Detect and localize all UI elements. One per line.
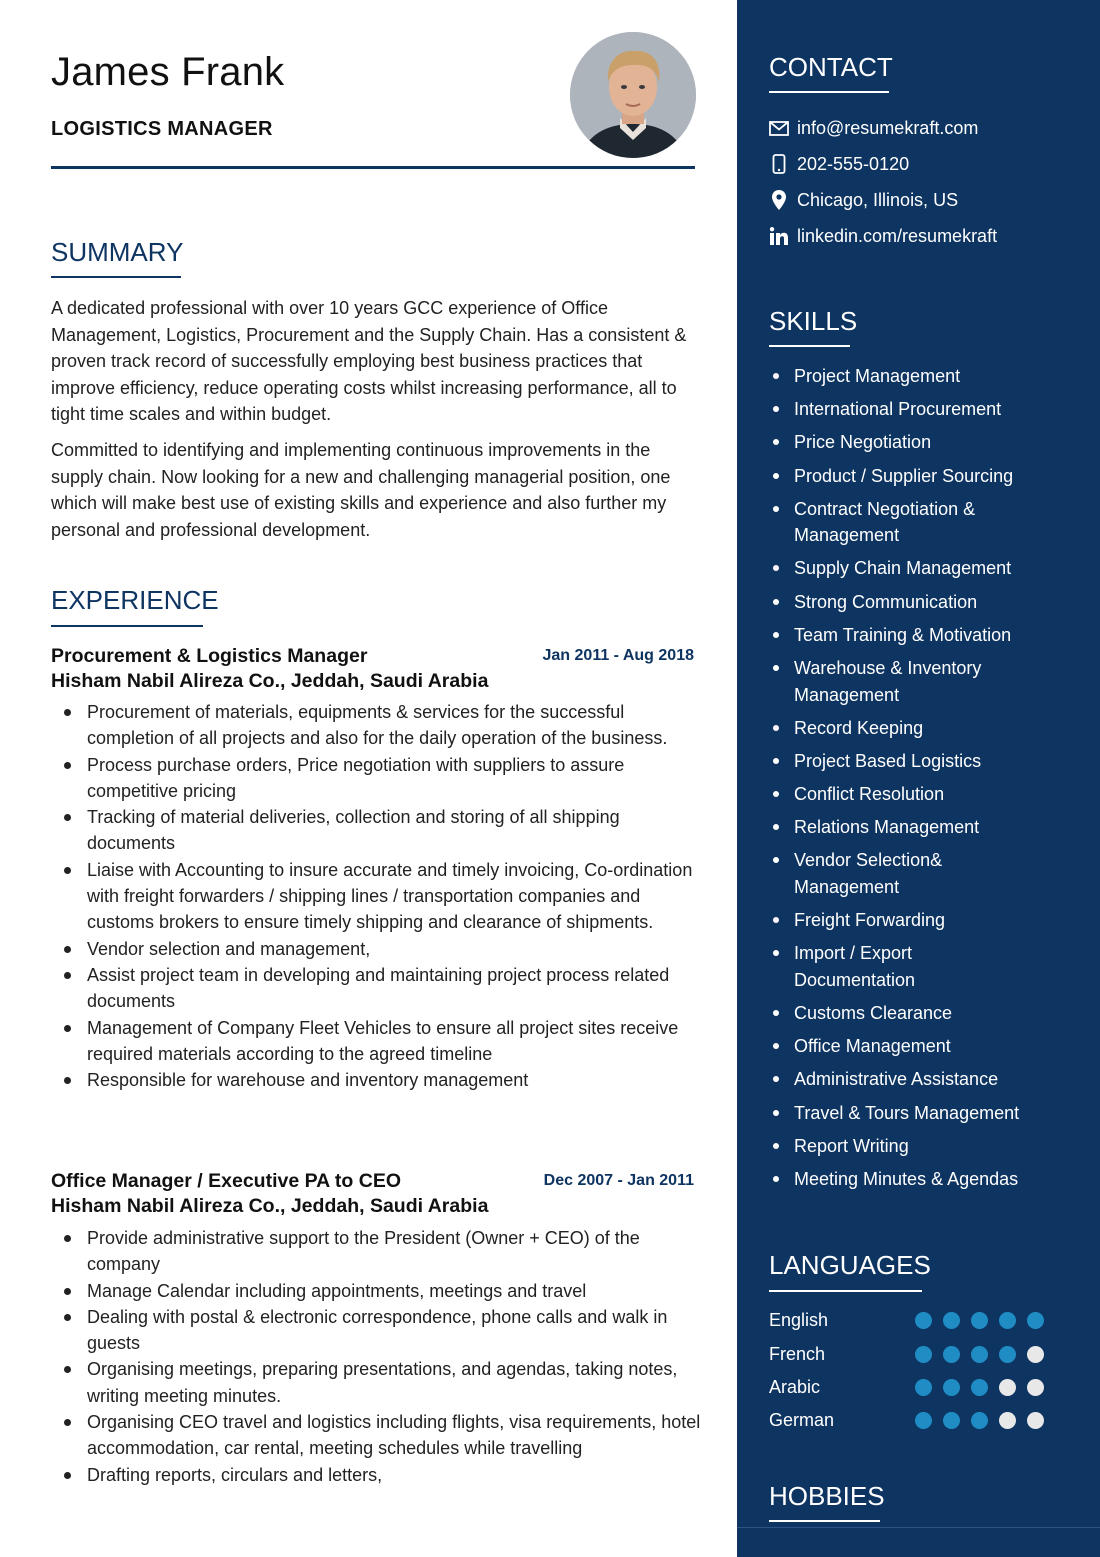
skill-item: Administrative Assistance bbox=[769, 1066, 1089, 1093]
skill-item: Relations Management bbox=[769, 814, 1089, 841]
job-bullets bbox=[51, 699, 701, 1093]
level-dot-empty bbox=[999, 1379, 1016, 1396]
skill-item: Report Writing bbox=[769, 1133, 1089, 1160]
skill-item: Freight Forwarding bbox=[769, 907, 1089, 934]
language-row bbox=[769, 1341, 1069, 1367]
sidebar-divider bbox=[737, 1527, 1100, 1528]
skill-item: Vendor Selection& Management bbox=[769, 847, 974, 900]
experience-underline bbox=[51, 625, 203, 627]
list-item: Responsible for warehouse and inventory management bbox=[51, 1067, 701, 1093]
summary-paragraph-2: Committed to identifying and implementing continuous improvements in the supply chain. Now looking for a new and challenging managerial position, one which will make best use of existing skills and experience and also further my personal and professional development. bbox=[51, 440, 671, 540]
level-dot-filled bbox=[971, 1346, 988, 1363]
sidebar bbox=[737, 0, 1100, 1557]
skill-item: Customs Clearance bbox=[769, 1000, 1089, 1027]
level-dot-empty bbox=[1027, 1412, 1044, 1429]
skill-item: Project Management bbox=[769, 363, 1089, 390]
language-row bbox=[769, 1374, 1069, 1400]
level-dot-empty bbox=[1027, 1346, 1044, 1363]
skill-item: Meeting Minutes & Agendas bbox=[769, 1166, 1089, 1193]
skill-item: Team Training & Motivation bbox=[769, 622, 1089, 649]
location-pin-icon bbox=[769, 189, 789, 211]
language-level bbox=[915, 1412, 1055, 1429]
contact-linkedin bbox=[769, 225, 997, 247]
level-dot-filled bbox=[915, 1312, 932, 1329]
envelope-icon bbox=[769, 117, 789, 139]
language-name: English bbox=[769, 1309, 829, 1330]
list-item: Drafting reports, circulars and letters, bbox=[51, 1462, 701, 1488]
list-item: Process purchase orders, Price negotiation with suppliers to assure competitive pricing bbox=[51, 752, 701, 805]
job-company: Hisham Nabil Alireza Co., Jeddah, Saudi Arabia bbox=[51, 670, 489, 692]
language-level bbox=[915, 1346, 1055, 1363]
level-dot-filled bbox=[999, 1346, 1016, 1363]
skill-item: Supply Chain Management bbox=[769, 555, 1089, 582]
skill-item: Warehouse & Inventory Management bbox=[769, 655, 1014, 708]
contact-heading: CONTACT bbox=[769, 52, 893, 82]
level-dot-filled bbox=[943, 1346, 960, 1363]
header-divider bbox=[51, 166, 695, 169]
list-item: Procurement of materials, equipments & services for the successful completion of all projects and also for the daily operation of the business. bbox=[51, 699, 701, 752]
list-item: Management of Company Fleet Vehicles to ensure all project sites receive required materials according to the agreed timeline bbox=[51, 1015, 701, 1068]
level-dot-filled bbox=[915, 1346, 932, 1363]
profile-photo bbox=[570, 32, 696, 158]
language-level bbox=[915, 1312, 1055, 1329]
level-dot-filled bbox=[971, 1379, 988, 1396]
contact-email bbox=[769, 117, 978, 139]
skill-item: Project Based Logistics bbox=[769, 748, 1089, 775]
skill-item: Record Keeping bbox=[769, 715, 1089, 742]
level-dot-filled bbox=[943, 1379, 960, 1396]
contact-location bbox=[769, 189, 958, 211]
languages-heading: LANGUAGES bbox=[769, 1250, 931, 1280]
level-dot-filled bbox=[999, 1312, 1016, 1329]
summary-paragraph-1: A dedicated professional with over 10 years GCC experience of Office Management, Logistics, Procurement and the Supply Chain. Has a consistent & proven track record of successfully employing best business practices that improve efficiency, reduce operating costs whilst increasing performance, all to tight time scales and within budget. bbox=[51, 298, 687, 424]
skill-item: Contract Negotiation & Management bbox=[769, 496, 994, 549]
level-dot-empty bbox=[1027, 1379, 1044, 1396]
job-dates: Jan 2011 - Aug 2018 bbox=[542, 647, 694, 664]
person-portrait-icon bbox=[570, 32, 696, 158]
hobbies-underline bbox=[769, 1520, 880, 1522]
skill-item: Conflict Resolution bbox=[769, 781, 1089, 808]
list-item: Dealing with postal & electronic correspondence, phone calls and walk in guests bbox=[51, 1304, 701, 1357]
list-item: Vendor selection and management, bbox=[51, 936, 701, 962]
linkedin-icon bbox=[769, 225, 789, 247]
skills-heading: SKILLS bbox=[769, 306, 858, 336]
phone-icon bbox=[769, 153, 789, 175]
skill-item: Price Negotiation bbox=[769, 429, 1089, 456]
job-bullets bbox=[51, 1225, 701, 1488]
level-dot-filled bbox=[1027, 1312, 1044, 1329]
language-level bbox=[915, 1379, 1055, 1396]
list-item: Manage Calendar including appointments, meetings and travel bbox=[51, 1278, 701, 1304]
level-dot-filled bbox=[915, 1412, 932, 1429]
candidate-role: LOGISTICS MANAGER bbox=[51, 118, 273, 140]
skill-item: International Procurement bbox=[769, 396, 1089, 423]
level-dot-filled bbox=[915, 1379, 932, 1396]
job-title: Procurement & Logistics Manager bbox=[51, 645, 368, 667]
language-row bbox=[769, 1307, 1069, 1333]
skill-item: Product / Supplier Sourcing bbox=[769, 463, 1089, 490]
list-item: Provide administrative support to the President (Owner + CEO) of the company bbox=[51, 1225, 701, 1278]
list-item: Organising meetings, preparing presentations, and agendas, taking notes, writing meeting minutes. bbox=[51, 1356, 701, 1409]
list-item: Tracking of material deliveries, collection and storing of all shipping documents bbox=[51, 804, 701, 857]
languages-underline bbox=[769, 1290, 922, 1292]
skill-item: Import / Export Documentation bbox=[769, 940, 954, 993]
job-dates: Dec 2007 - Jan 2011 bbox=[543, 1172, 694, 1189]
level-dot-empty bbox=[999, 1412, 1016, 1429]
hobbies-heading: HOBBIES bbox=[769, 1481, 885, 1511]
level-dot-filled bbox=[943, 1312, 960, 1329]
skill-item: Office Management bbox=[769, 1033, 1089, 1060]
language-name: French bbox=[769, 1343, 826, 1364]
level-dot-filled bbox=[943, 1412, 960, 1429]
contact-underline bbox=[769, 91, 889, 93]
job-company: Hisham Nabil Alireza Co., Jeddah, Saudi Arabia bbox=[51, 1195, 489, 1217]
skill-item: Travel & Tours Management bbox=[769, 1100, 1089, 1127]
skills-underline bbox=[769, 345, 850, 347]
skills-list bbox=[769, 363, 1089, 1199]
contact-phone-text: 202-555-0120 bbox=[797, 153, 910, 174]
contact-linkedin-text: linkedin.com/resumekraft bbox=[797, 225, 998, 246]
contact-email-text: info@resumekraft.com bbox=[797, 117, 979, 138]
candidate-name: James Frank bbox=[51, 50, 285, 94]
contact-location-text: Chicago, Illinois, US bbox=[797, 189, 959, 210]
summary-heading: SUMMARY bbox=[51, 237, 184, 267]
language-row bbox=[769, 1407, 1069, 1433]
list-item: Liaise with Accounting to insure accurate and timely invoicing, Co-ordination with freight forwarders / shipping lines / transportation companies and customs brokers to ensure timely shipping and clearance of shipments. bbox=[51, 857, 701, 936]
list-item: Organising CEO travel and logistics including flights, visa requirements, hotel accommodation, car rental, meeting schedules while travelling bbox=[51, 1409, 701, 1462]
contact-phone bbox=[769, 153, 909, 175]
level-dot-filled bbox=[971, 1412, 988, 1429]
job-title: Office Manager / Executive PA to CEO bbox=[51, 1170, 402, 1192]
list-item: Assist project team in developing and maintaining project process related documents bbox=[51, 962, 701, 1015]
skill-item: Strong Communication bbox=[769, 589, 1089, 616]
summary-underline bbox=[51, 276, 181, 278]
level-dot-filled bbox=[971, 1312, 988, 1329]
experience-heading: EXPERIENCE bbox=[51, 585, 219, 615]
language-name: German bbox=[769, 1409, 835, 1430]
language-name: Arabic bbox=[769, 1376, 821, 1397]
